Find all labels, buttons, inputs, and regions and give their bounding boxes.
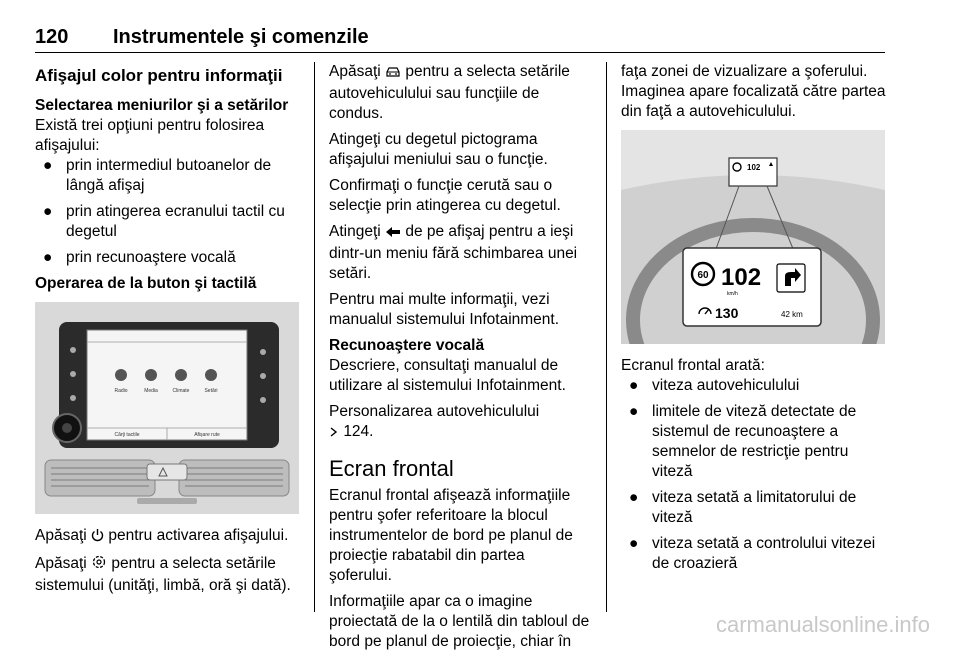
list-item: ● viteza setată a controlului vitezei de croazieră bbox=[629, 535, 876, 572]
section-title: Afişajul color pentru informaţii bbox=[35, 66, 283, 85]
head-up-display-figure bbox=[621, 130, 885, 344]
voice-paragraph: Descriere, consultaţi manualul de utilizare al sistemului Infotainment. bbox=[329, 357, 566, 394]
svg-text:Radio: Radio bbox=[114, 388, 128, 394]
car-icon bbox=[385, 64, 401, 84]
more-info-paragraph: Pentru mai multe informaţii, vezi manualul sistemului Infotainment. bbox=[329, 291, 560, 328]
svg-text:Setări: Setări bbox=[204, 388, 218, 394]
hud-paragraph: Informaţiile apar ca o imagine proiectată de la o lentilă din tabloul de bord pe planul de proiecţie, chiar în bbox=[329, 593, 590, 650]
page-header bbox=[35, 26, 885, 52]
hud-info-list bbox=[621, 376, 887, 574]
car-settings-paragraph: Apăsaţi pentru a selecta setările autovehiculului sau funcţiile de condus. bbox=[329, 63, 570, 122]
svg-text:Cărţi tactile: Cărţi tactile bbox=[114, 432, 140, 438]
svg-text:102: 102 bbox=[721, 264, 762, 291]
header-rule bbox=[35, 52, 885, 53]
column-3 bbox=[621, 62, 887, 580]
power-icon bbox=[91, 528, 104, 548]
list-item: ● prin atingerea ecranului tactil cu degetul bbox=[43, 203, 285, 240]
hud-shows-title: Ecranul frontal arată: bbox=[621, 357, 765, 374]
options-list bbox=[35, 156, 301, 268]
list-item: ● viteza autovehiculului bbox=[629, 377, 800, 394]
confirm-paragraph: Confirmaţi o funcţie cerută sau o selecţie prin atingerea cu degetul. bbox=[329, 177, 561, 214]
page-reference: 124. bbox=[329, 422, 591, 444]
svg-text:Media: Media bbox=[144, 388, 158, 394]
list-item: ● prin intermediul butoanelor de lângă afişaj bbox=[43, 157, 272, 194]
settings-paragraph: Apăsaţi pentru a selecta setările sistemului (unităţi, limbă, oră şi dată). bbox=[35, 555, 291, 594]
subsection-title: Operarea de la buton şi tactilă bbox=[35, 275, 257, 292]
column-divider bbox=[606, 62, 607, 612]
gear-icon bbox=[91, 554, 107, 576]
svg-text:60: 60 bbox=[697, 270, 709, 281]
hud-paragraph: faţa zonei de vizualizare a şoferului. Imaginea apare focalizată către partea din faţă a autovehiculului. bbox=[621, 63, 886, 120]
list-item: ● limitele de viteză detectate de sistemul de recunoaştere a semnelor de restricţie pentru viteză bbox=[629, 403, 857, 480]
back-arrow-icon bbox=[385, 224, 401, 244]
column-2 bbox=[329, 62, 591, 652]
list-item: ● prin recunoaştere vocală bbox=[43, 249, 236, 266]
svg-text:km/h: km/h bbox=[727, 291, 738, 297]
column-divider bbox=[314, 62, 315, 612]
subsection-title: Recunoaştere vocală bbox=[329, 337, 485, 354]
list-item: ● viteza setată a limitatorului de viteză bbox=[629, 489, 857, 526]
section-title: Ecran frontal bbox=[329, 456, 454, 481]
hud-paragraph: Ecranul frontal afişează informaţiile pentru şofer referitoare la blocul instrumentelor de bord pe planul de proiecţie rabatabil din partea şoferului. bbox=[329, 487, 573, 584]
power-paragraph: Apăsaţi pentru activarea afişajului. bbox=[35, 526, 301, 548]
svg-text:Climate: Climate bbox=[172, 388, 190, 394]
svg-text:42 km: 42 km bbox=[781, 310, 803, 319]
reference-arrow-icon bbox=[329, 424, 339, 444]
svg-text:Afișare rute: Afișare rute bbox=[194, 432, 220, 438]
back-paragraph: Atingeţi de pe afişaj pentru a ieşi dintr-un meniu fără schimbarea unei setări. bbox=[329, 223, 578, 282]
column-1 bbox=[35, 62, 301, 602]
personalisation-title: Personalizarea autovehiculului bbox=[329, 403, 540, 420]
infotainment-display-figure bbox=[35, 302, 299, 514]
page-number: 120 bbox=[35, 26, 69, 48]
touch-paragraph: Atingeţi cu degetul pictograma afişajului meniului sau o funcţie. bbox=[329, 131, 548, 168]
intro-paragraph: Există trei opţiuni pentru folosirea afişajului: bbox=[35, 117, 265, 154]
chapter-title: Instrumentele şi comenzile bbox=[113, 26, 369, 48]
watermark: carmanualsonline.info bbox=[715, 612, 930, 637]
svg-text:130: 130 bbox=[715, 305, 739, 321]
svg-text:102: 102 bbox=[747, 163, 761, 172]
subsection-title: Selectarea meniurilor şi a setărilor bbox=[35, 97, 289, 114]
